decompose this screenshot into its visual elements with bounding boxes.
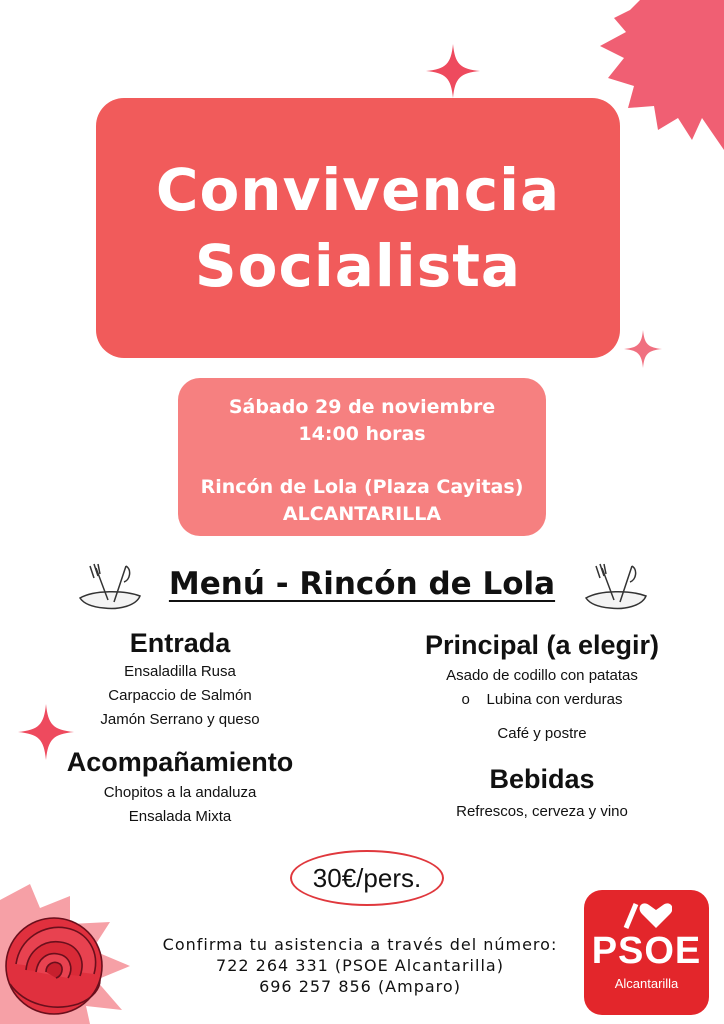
logo-location: Alcantarilla xyxy=(614,976,679,991)
psoe-logo xyxy=(584,890,709,1015)
logo-brand: PSOE xyxy=(591,930,702,972)
contact-lead: Confirma tu asistencia a través del número: xyxy=(162,935,558,954)
principal-heading: Principal (a elegir) xyxy=(424,630,660,660)
title-line-1: Convivencia xyxy=(155,156,561,224)
list-item: Ensalada Mixta xyxy=(128,808,232,825)
price-label: 30€/pers. xyxy=(312,862,422,893)
sparkle-icon xyxy=(426,44,480,98)
acompanamiento-heading: Acompañamiento xyxy=(66,747,294,777)
event-venue: Rincón de Lola (Plaza Cayitas) xyxy=(200,476,524,498)
price-badge xyxy=(290,850,444,906)
bebidas-heading: Bebidas xyxy=(489,764,595,794)
list-item: Ensaladilla Rusa xyxy=(124,663,236,680)
list-item: Asado de codillo con patatas xyxy=(446,667,638,684)
contact-block xyxy=(130,934,590,997)
list-item: Café y postre xyxy=(497,725,587,742)
bebidas-section xyxy=(392,762,692,824)
phone-2: 696 257 856 (Amparo) xyxy=(259,977,461,996)
event-town: ALCANTARILLA xyxy=(282,503,442,525)
event-info-box xyxy=(178,378,546,536)
list-item: Refrescos, cerveza y vino xyxy=(456,803,628,820)
list-item: Jamón Serrano y queso xyxy=(100,711,260,728)
list-item: Carpaccio de Salmón xyxy=(108,687,252,704)
event-time: 14:00 horas xyxy=(298,423,426,445)
event-date: Sábado 29 de noviembre xyxy=(228,396,496,418)
phone-1: 722 264 331 (PSOE Alcantarilla) xyxy=(216,956,504,975)
entrada-heading: Entrada xyxy=(129,628,231,658)
principal-section xyxy=(392,628,692,746)
heart-icon xyxy=(622,900,672,930)
sparkle-icon xyxy=(624,330,662,368)
menu-title: Menú - Rincón de Lola xyxy=(168,566,556,602)
list-item: Chopitos a la andaluza xyxy=(103,784,257,801)
title-line-2: Socialista xyxy=(194,232,522,300)
acompanamiento-section xyxy=(30,745,330,829)
rose-icon xyxy=(0,880,140,1024)
entrada-section xyxy=(40,626,320,732)
title-banner xyxy=(96,98,620,358)
list-item: o Lubina con verduras xyxy=(461,691,623,708)
menu-heading xyxy=(0,566,724,602)
